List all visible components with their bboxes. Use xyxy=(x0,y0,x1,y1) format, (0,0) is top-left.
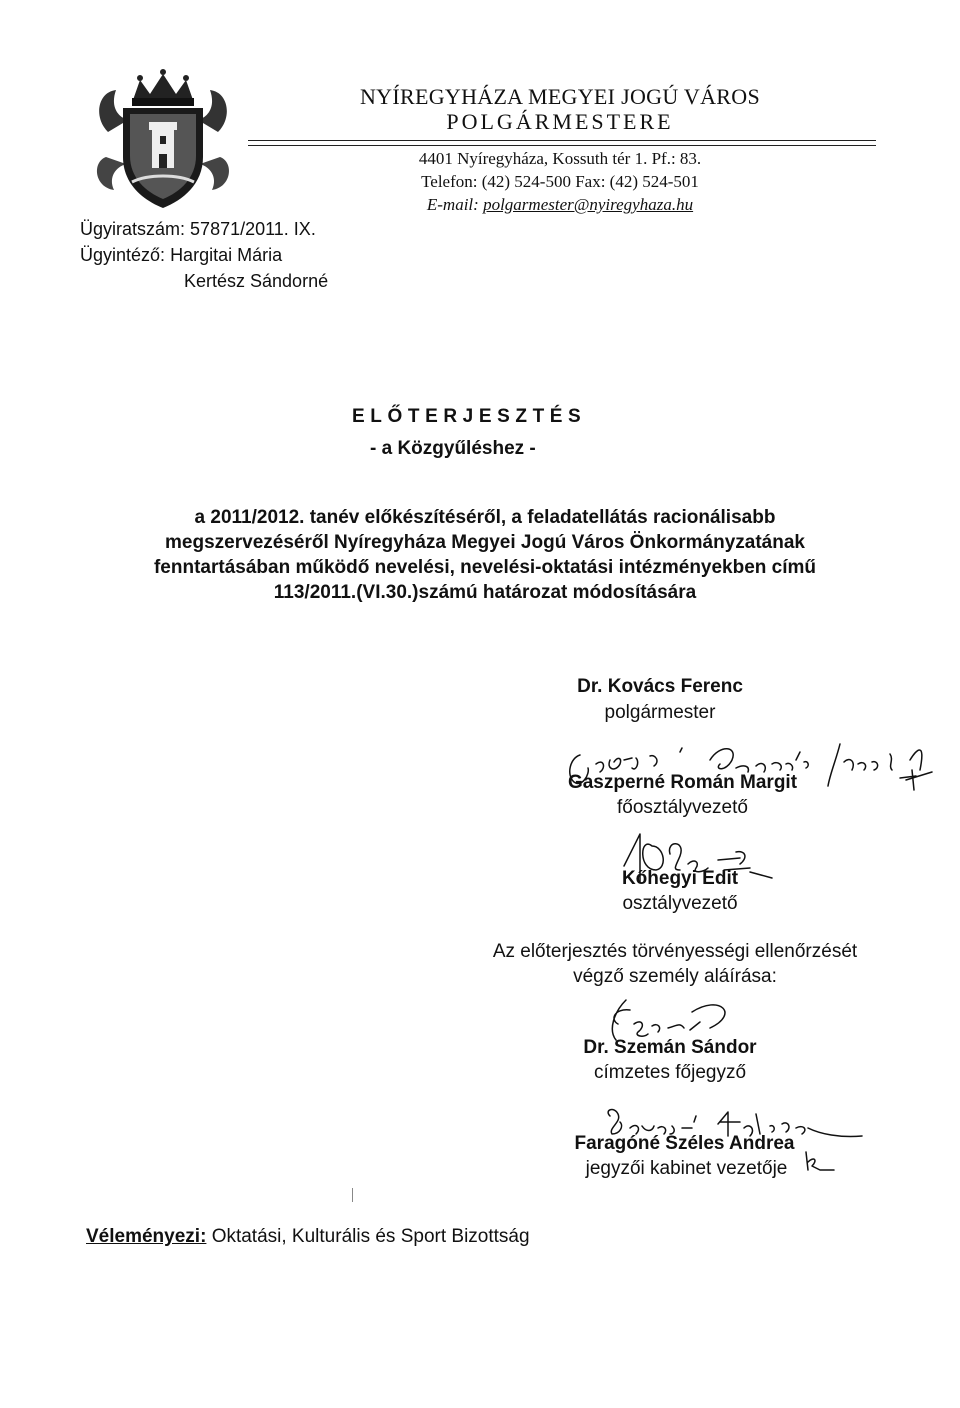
email-label: E-mail: xyxy=(426,195,479,214)
signatory-5-role: jegyzői kabinet vezetője xyxy=(585,1158,788,1179)
case-officer-2: Kertész Sándorné xyxy=(184,271,329,291)
signatory-3-role: osztályvezető xyxy=(622,893,738,914)
subject-line-1: a 2011/2012. tanév előkészítéséről, a feladatellátás racionálisabb xyxy=(194,507,776,528)
signatory-4-name: Dr. Szemán Sándor xyxy=(583,1037,757,1058)
org-office: POLGÁRMESTERE xyxy=(446,109,674,134)
org-phone: Telefon: (42) 524-500 Fax: (42) 524-501 xyxy=(421,172,699,191)
case-officer-line xyxy=(80,244,282,266)
subject-line-2: megszervezéséről Nyíregyháza Megyei Jogú Város Önkormányzatának xyxy=(165,532,805,553)
opinion-line xyxy=(86,1226,530,1248)
legal-check-line-2: végző személy aláírása: xyxy=(573,966,777,987)
subject-line-4: 113/2011.(VI.30.)számú határozat módosítására xyxy=(273,582,697,603)
document-subtitle: - a Közgyűléshez - xyxy=(370,438,536,459)
case-officer-label: Ügyintéző: xyxy=(80,245,166,265)
signatory-4-role: címzetes főjegyző xyxy=(593,1062,747,1083)
signatory-2-role: főosztályvezető xyxy=(617,797,748,818)
org-address: 4401 Nyíregyháza, Kossuth tér 1. Pf.: 83. xyxy=(418,149,702,168)
subject-line-3: fenntartásában működő nevelési, nevelési-oktatási intézményekben című xyxy=(153,557,817,578)
letterhead-rule-bottom xyxy=(248,145,876,146)
case-number-line xyxy=(80,218,316,240)
email-link[interactable]: polgarmester@nyiregyhaza.hu xyxy=(483,195,694,214)
legal-check-line-1: Az előterjesztés törvényességi ellenőrzését xyxy=(492,941,858,962)
signatory-5-name: Faragóné Széles Andrea xyxy=(574,1133,795,1154)
city-coat-of-arms xyxy=(88,62,238,212)
case-number-value: 57871/2011. IX. xyxy=(190,219,316,239)
case-officer-1: Hargitai Mária xyxy=(170,245,283,265)
org-name: NYÍREGYHÁZA MEGYEI JOGÚ VÁROS xyxy=(359,84,761,109)
document-title: ELŐTERJESZTÉS xyxy=(352,406,587,427)
signatory-3-name: Kőhegyi Edit xyxy=(621,868,739,889)
document-subject xyxy=(110,505,860,605)
signatory-2-name: Gaszperné Román Margit xyxy=(567,772,798,793)
signatory-1-name: Dr. Kovács Ferenc xyxy=(577,676,743,697)
opinion-value: Oktatási, Kulturális és Sport Bizottság xyxy=(211,1226,530,1247)
margin-tick xyxy=(352,1188,353,1202)
signatory-1-role: polgármester xyxy=(604,702,716,723)
letterhead-rule-top xyxy=(248,140,876,141)
initials-mark xyxy=(800,1148,840,1176)
opinion-label: Véleményezi: xyxy=(86,1226,207,1247)
case-number-label: Ügyiratszám: xyxy=(80,219,186,239)
org-email-line xyxy=(340,194,780,216)
